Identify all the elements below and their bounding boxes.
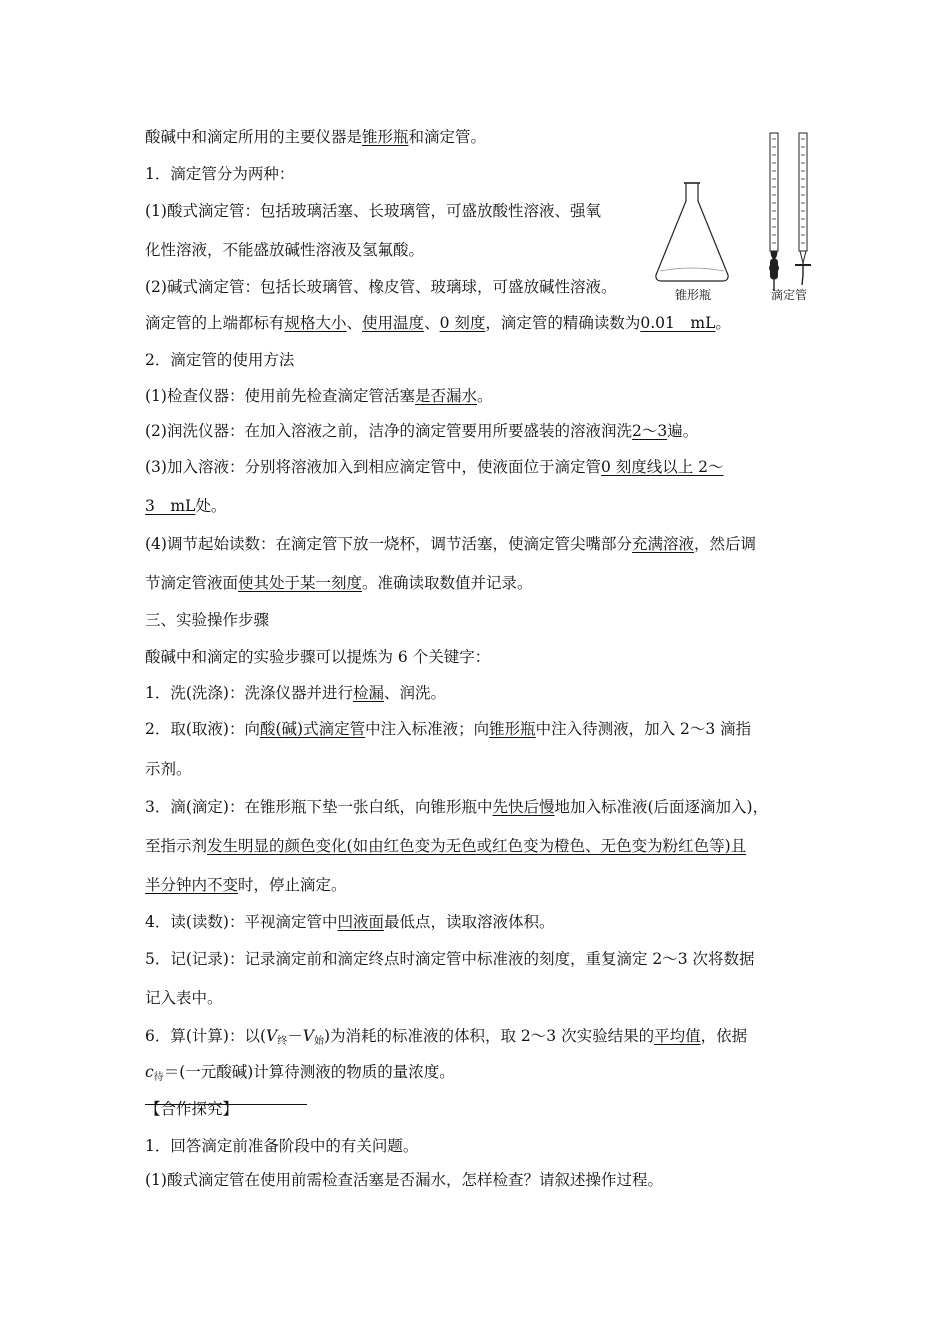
text-span: 。准确读取数值并记录。: [362, 574, 533, 592]
subscript: 终: [277, 1036, 288, 1047]
text-span: 酸碱中和滴定所用的主要仪器是: [145, 128, 363, 146]
blank-answer: 检漏: [352, 684, 384, 702]
text-line-16: [145, 682, 446, 704]
text-span: 2．取(取液)：向: [145, 720, 260, 738]
blank-answer: 是否漏水: [414, 387, 477, 405]
apparatus-figure: [650, 125, 830, 310]
burette-caption: 滴定管: [771, 288, 808, 302]
text-line-11: [145, 495, 226, 517]
blank-answer: 充满溶液: [631, 535, 694, 553]
blank-answer: 3 mL: [145, 497, 196, 515]
text-span: 、: [346, 314, 363, 332]
text-line-21: [145, 874, 347, 896]
text-line-26: [145, 1061, 455, 1089]
variable-v: V: [302, 1027, 314, 1045]
text-span: 4．读(读数)：平视滴定管中: [145, 913, 338, 931]
blank-answer: 发生明显的颜色变化(如由红色变为无色或红色变为橙色、无色变为粉红色等)且: [207, 837, 747, 855]
text-line-20: [145, 835, 746, 857]
text-line-1: [145, 126, 486, 148]
text-line-12: [145, 533, 756, 555]
text-line-13: [145, 572, 533, 594]
blank-answer: 使其处于某一刻度: [238, 574, 363, 592]
heading-rule: [145, 1104, 307, 1105]
text-line-6: [145, 312, 731, 334]
text-span: 中注入待测液，加入 2～3 滴指: [535, 720, 752, 738]
blank-answer: 锥形瓶: [489, 720, 536, 738]
text-line-17: [145, 718, 751, 740]
text-span: ，依据: [700, 1027, 748, 1045]
text-span: 节滴定管液面: [145, 574, 239, 592]
subscript: 始: [313, 1036, 324, 1047]
text-line-18: 示剂。: [145, 760, 192, 778]
text-span: 1．洗(洗涤)：洗涤仪器并进行: [145, 684, 353, 702]
text-span: 、: [424, 314, 440, 332]
blank-answer: 半分钟内不变: [145, 876, 239, 894]
text-line-5: (2)碱式滴定管：包括长玻璃管、橡皮管、玻璃球，可盛放碱性溶液。: [145, 278, 617, 296]
acid-burette-icon: [770, 133, 779, 291]
blank-answer: 酸(碱)式滴定管: [259, 720, 366, 738]
text-span: 6．算(计算)：以(: [145, 1027, 267, 1045]
text-span: －: [287, 1027, 303, 1045]
text-span: (4)调节起始读数：在滴定管下放一烧杯，调节活塞，使滴定管尖嘴部分: [145, 535, 632, 553]
blank-answer: 使用温度: [362, 314, 425, 332]
blank-answer: 2～3: [631, 422, 668, 440]
text-span: 至指示剂: [145, 837, 208, 855]
text-span: 处。: [195, 497, 227, 515]
blank-answer: 锥形瓶: [362, 128, 409, 146]
text-span: (1)检查仪器：使用前先检查滴定管活塞: [145, 387, 415, 405]
flask-caption: 锥形瓶: [675, 288, 712, 302]
variable-c: c: [145, 1063, 154, 1081]
text-span: (2)润洗仪器：在加入溶液之前，洁净的滴定管要用所要盛装的溶液润洗: [145, 422, 632, 440]
text-span: 滴定管的上端都标有: [145, 314, 285, 332]
text-line-8: [145, 385, 493, 407]
text-span: )为消耗的标准液的体积，取 2～3 次实验结果的: [323, 1027, 655, 1045]
text-span: 地加入标准液(后面逐滴加入)，: [554, 798, 769, 816]
cooperative-inquiry-heading: 【合作探究】: [145, 1100, 239, 1118]
base-burette-icon: [795, 133, 811, 285]
blank-answer: 规格大小: [284, 314, 347, 332]
text-span: 。: [715, 314, 731, 332]
text-span: 。: [476, 387, 493, 405]
conical-flask-icon: [656, 183, 728, 281]
blank-answer: 0 刻度线以上 2～: [600, 458, 724, 476]
text-span: (3)加入溶液：分别将溶液加入到相应滴定管中，使液面位于滴定管: [145, 458, 601, 476]
text-span: 、润洗。: [383, 684, 446, 702]
text-line-15: 酸碱中和滴定的实验步骤可以提炼为 6 个关键字：: [145, 648, 491, 666]
blank-answer: 0 刻度: [439, 314, 486, 332]
section-heading: 三、实验操作步骤: [145, 611, 270, 629]
subscript: 待: [153, 1072, 164, 1083]
text-line-9: [145, 420, 698, 442]
text-line-3: (1)酸式滴定管：包括玻璃活塞、长玻璃管，可盛放酸性溶液、强氧: [145, 202, 601, 220]
variable-v: V: [266, 1027, 278, 1045]
text-span: 最低点，读取溶液体积。: [383, 913, 555, 931]
text-span: 时，停止滴定。: [238, 876, 347, 894]
text-span: 遍。: [667, 422, 699, 440]
text-line-19: [145, 796, 768, 818]
blank-answer: 0.01 mL: [640, 314, 716, 332]
text-line-23: 5．记(记录)：记录滴定前和滴定终点时滴定管中标准液的刻度，重复滴定 2～3 次将数据: [145, 950, 755, 968]
text-line-28: 1．回答滴定前准备阶段中的有关问题。: [145, 1137, 419, 1155]
text-line-2: 1．滴定管分为两种：: [145, 165, 295, 183]
text-span: 3．滴(滴定)：在锥形瓶下垫一张白纸，向锥形瓶中: [145, 798, 493, 816]
text-line-25: [145, 1025, 747, 1053]
text-line-24: 记入表中。: [145, 989, 223, 1007]
blank-answer: 先快后慢: [492, 798, 555, 816]
text-span: 中注入标准液；向: [365, 720, 490, 738]
text-line-22: [145, 911, 555, 933]
blank-answer: 平均值: [654, 1027, 701, 1045]
text-line-10: [145, 456, 724, 478]
text-span: ，然后调: [693, 535, 756, 553]
text-span: 和滴定管。: [408, 128, 487, 146]
text-span: ，滴定管的精确读数为: [485, 314, 641, 332]
text-line-7: 2．滴定管的使用方法: [145, 351, 295, 369]
text-line-4: 化性溶液，不能盛放碱性溶液及氢氟酸。: [145, 241, 425, 259]
blank-answer: 凹液面: [337, 913, 384, 931]
text-span: ＝(一元酸碱)计算待测液的物质的量浓度。: [163, 1063, 455, 1081]
text-line-29: (1)酸式滴定管在使用前需检查活塞是否漏水，怎样检查？请叙述操作过程。: [145, 1171, 663, 1189]
flask-and-burette-illustration: [650, 125, 830, 310]
